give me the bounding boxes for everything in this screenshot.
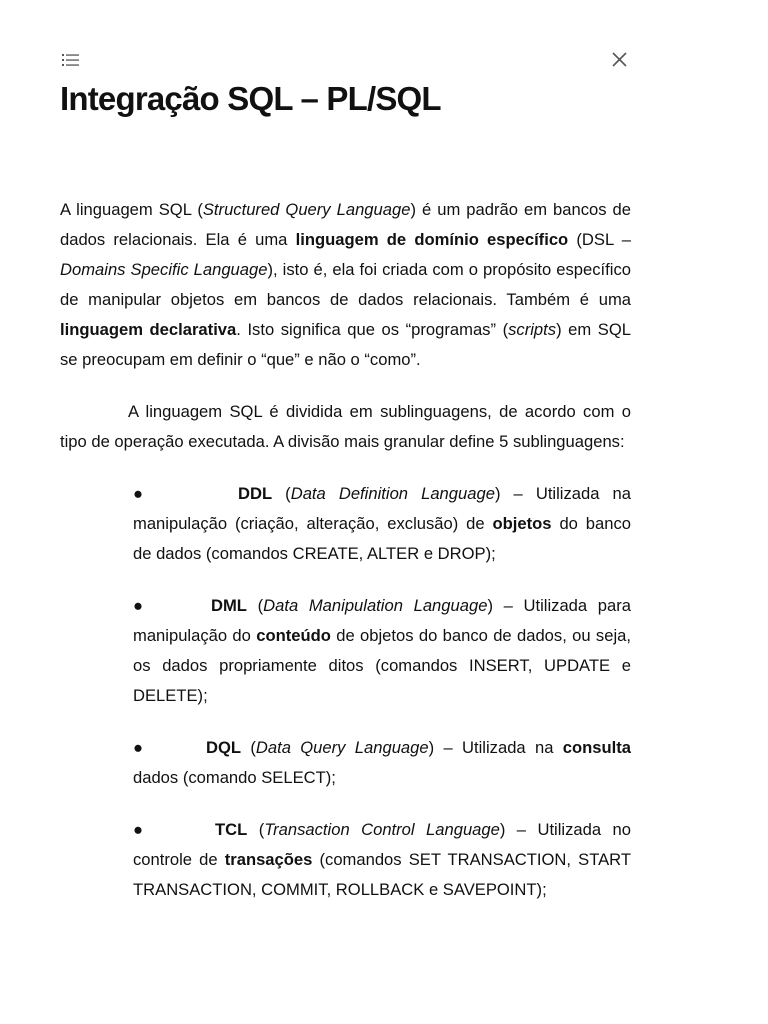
text-run: ) – Utilizada no controle de — [133, 820, 631, 869]
text-run-italic: Structured Query Language — [202, 200, 411, 219]
text-run: ) é um padrão em bancos de dados relacionais. Ela é uma — [60, 200, 631, 249]
text-run-bold: linguagem declarativa — [60, 320, 237, 339]
text-run: de objetos do banco de dados, ou seja, os dados propriamente ditos (comandos INSERT, UPDATE e DELETE); — [133, 626, 631, 705]
list-item-dml — [133, 591, 631, 711]
item-name: Data Query Language — [255, 738, 429, 757]
bullet-icon: ● — [133, 484, 144, 503]
list-item-ddl — [133, 479, 631, 569]
list-item-dql — [133, 733, 631, 793]
text-run: A linguagem SQL ( — [60, 200, 203, 219]
intro-paragraph — [60, 195, 631, 375]
item-name: Transaction Control Language — [264, 820, 500, 839]
text-run: ( — [246, 596, 264, 615]
text-run: . Isto significa que os “programas” ( — [236, 320, 509, 339]
text-run-bold: consulta — [562, 738, 631, 757]
top-toolbar — [0, 0, 768, 80]
text-run: do banco de dados (comandos CREATE, ALTER e DROP); — [133, 514, 631, 563]
close-icon[interactable] — [608, 48, 632, 72]
text-run-bold: linguagem de domínio específico — [295, 230, 569, 249]
bullet-icon: ● — [133, 738, 144, 757]
text-run: ) – Utilizada na manipulação (criação, alteração, exclusão) de — [133, 484, 632, 533]
text-run: (DSL – — [568, 230, 631, 249]
text-run: dados (comando SELECT); — [133, 768, 336, 787]
bullet-icon: ● — [133, 820, 144, 839]
item-name: Data Definition Language — [290, 484, 495, 503]
page-title: Integração SQL – PL/SQL — [60, 80, 441, 117]
item-acronym: TCL — [215, 820, 248, 839]
text-run: ) – Utilizada na — [428, 738, 563, 757]
text-run: ) em SQL se preocupam em definir o “que” e não o “como”. — [60, 320, 631, 369]
sublanguages-paragraph: A linguagem SQL é dividida em sublinguagens, de acordo com o tipo de operação executada. A divisão mais granular define 5 sublinguagens: — [60, 402, 631, 451]
text-run-italic: Domains Specific Language — [60, 260, 268, 279]
item-acronym: DDL — [238, 484, 273, 503]
sublanguage-list — [60, 479, 631, 905]
text-run-bold: transações — [224, 850, 313, 869]
text-run: ) – Utilizada para manipulação do — [133, 596, 632, 645]
item-acronym: DML — [211, 596, 247, 615]
text-run: (comandos SET TRANSACTION, START TRANSACTION, COMMIT, ROLLBACK e SAVEPOINT); — [133, 850, 631, 899]
text-run-italic: scripts — [508, 320, 557, 339]
text-run: ( — [272, 484, 291, 503]
bullet-icon: ● — [133, 596, 144, 615]
list-item-tcl — [133, 815, 631, 905]
text-run-bold: conteúdo — [256, 626, 331, 645]
item-acronym: DQL — [206, 738, 242, 757]
text-run: ( — [241, 738, 256, 757]
text-run-bold: objetos — [492, 514, 552, 533]
document-body — [60, 195, 631, 927]
list-menu-icon[interactable] — [58, 48, 84, 72]
text-run: ( — [247, 820, 265, 839]
text-run: ), isto é, ela foi criada com o propósito específico de manipular objetos em bancos de dados relacionais. Também é uma — [60, 260, 631, 309]
item-name: Data Manipulation Language — [263, 596, 488, 615]
